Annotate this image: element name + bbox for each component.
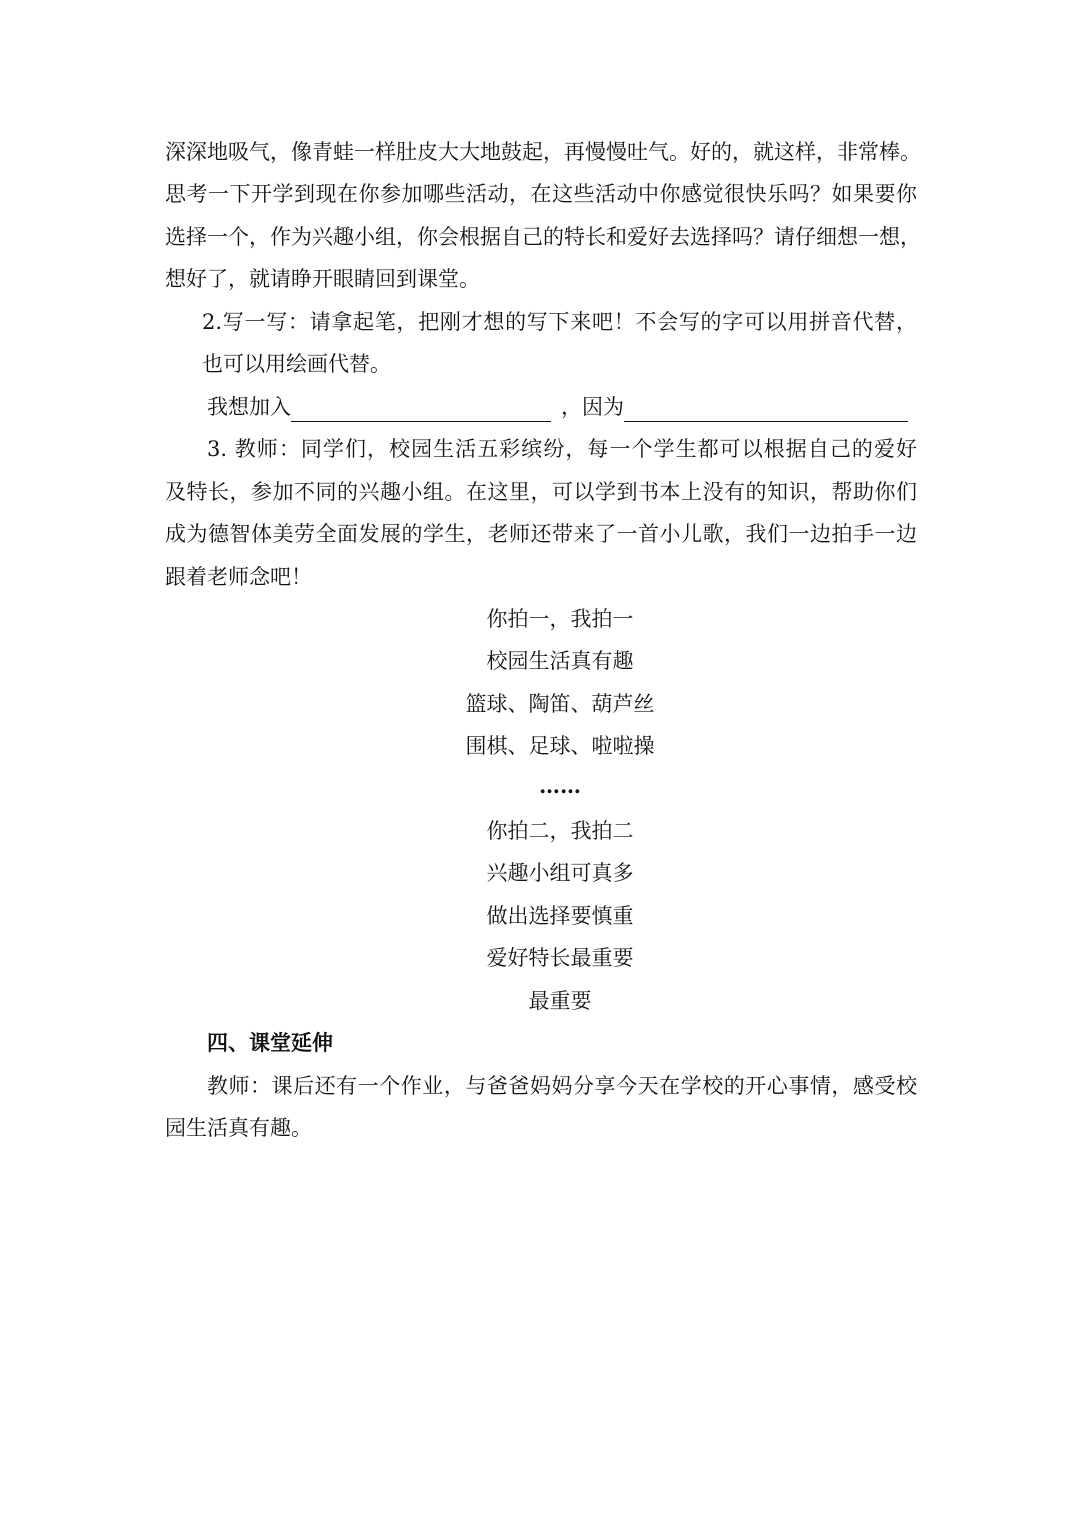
rhyme-line: 兴趣小组可真多 [486,861,634,885]
rhyme-line: 爱好特长最重要 [486,946,634,970]
rhyme-line: 围棋、足球、啦啦操 [465,734,655,758]
fill-in-blank-group[interactable] [291,397,551,422]
paragraph-line: 思考一下开学到现在你参加哪些活动，在这些活动中你感觉很快乐吗？如果要你 [165,182,917,206]
fill-in-blank-reason[interactable] [624,397,908,422]
step-3-line: 3. 教师：同学们，校园生活五彩缤纷，每一个学生都可以根据自己的爱好 [207,437,917,461]
rhyme-line: 你拍一，我拍一 [486,607,634,631]
step-3-line: 成为德智体美劳全面发展的学生，老师还带来了一首小儿歌，我们一边拍手一边 [165,522,917,546]
paragraph-line: 深深地吸气，像青蛙一样肚皮大大地鼓起，再慢慢吐气。好的，就这样，非常棒。 [165,140,921,164]
paragraph-line: 想好了，就请睁开眼睛回到课堂。 [165,267,480,291]
rhyme-line: 做出选择要慎重 [486,904,634,928]
rhyme-line: 最重要 [528,989,592,1013]
step-3-line: 及特长，参加不同的兴趣小组。在这里，可以学到书本上没有的知识，帮助你们 [165,480,917,504]
section-4-line: 园生活真有趣。 [165,1116,312,1140]
step-3-line: 跟着老师念吧！ [165,565,312,589]
fill-in-line [207,392,919,422]
fill-in-because: ，因为 [561,395,624,419]
rhyme-line: 篮球、陶笛、葫芦丝 [465,692,655,716]
section-heading: 四、课堂延伸 [207,1030,333,1055]
rhyme-ellipsis: …… [539,773,581,798]
rhyme-line: 校园生活真有趣 [486,649,634,673]
step-2-line: 也可以用绘画代替。 [202,352,391,376]
paragraph-line: 选择一个，作为兴趣小组，你会根据自己的特长和爱好去选择吗？请仔细想一想， [165,225,921,249]
fill-in-prefix: 我想加入 [207,395,291,419]
step-2-line: 2.写一写：请拿起笔，把刚才想的写下来吧！不会写的字可以用拼音代替， [202,310,917,334]
section-4-line: 教师：课后还有一个作业，与爸爸妈妈分享今天在学校的开心事情，感受校 [207,1074,917,1098]
rhyme-line: 你拍二，我拍二 [486,819,634,843]
